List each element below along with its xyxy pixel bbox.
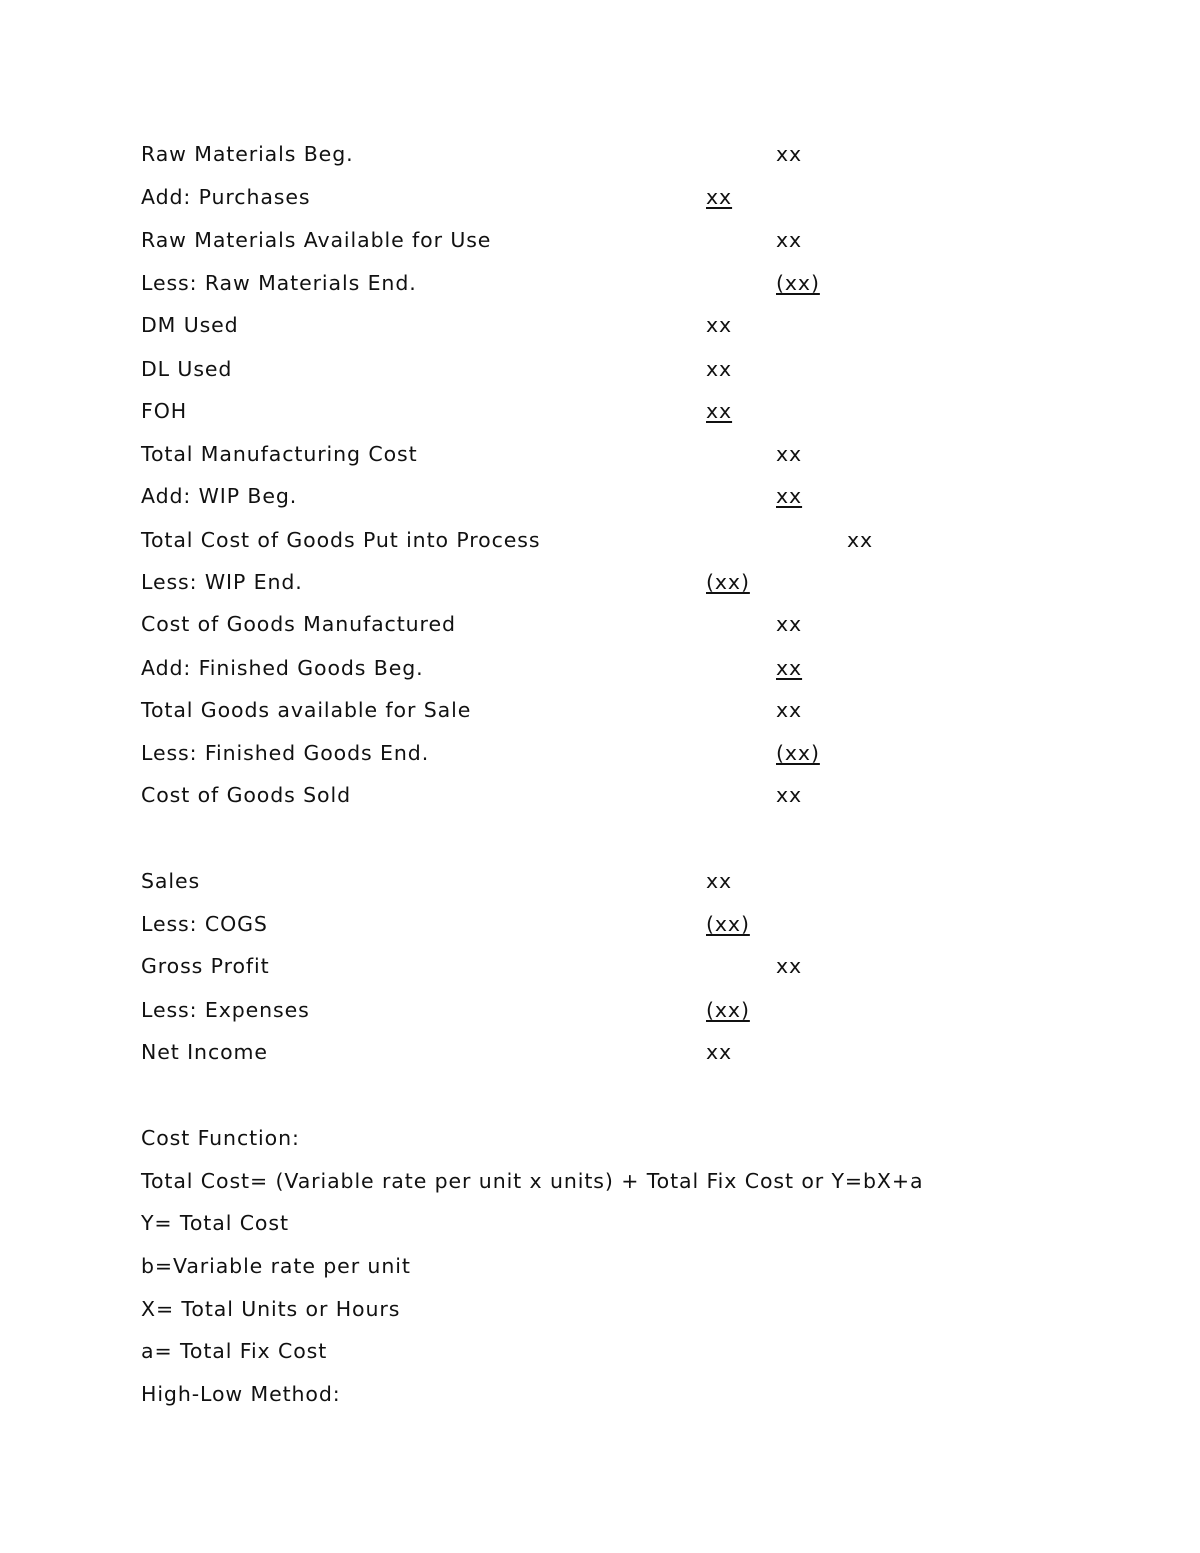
- schedule-row: [141, 738, 1101, 768]
- line-label: FOH: [141, 399, 188, 423]
- line-amount: xx: [847, 528, 874, 552]
- line-amount: (xx): [776, 741, 820, 765]
- line-amount: (xx): [706, 912, 750, 936]
- b-definition: b=Variable rate per unit: [141, 1254, 411, 1278]
- schedule-row: [141, 439, 1101, 469]
- income-row: [141, 995, 1101, 1025]
- schedule-row: [141, 396, 1101, 426]
- line-label: Sales: [141, 869, 201, 893]
- line-amount: xx: [776, 698, 803, 722]
- income-row: [141, 866, 1101, 896]
- line-amount: xx: [776, 484, 803, 508]
- line-label: DM Used: [141, 313, 239, 337]
- schedule-row: [141, 695, 1101, 725]
- line-amount: xx: [776, 228, 803, 252]
- schedule-row: [141, 310, 1101, 340]
- schedule-row: [141, 354, 1101, 384]
- schedule-row: [141, 481, 1101, 511]
- schedule-row: [141, 225, 1101, 255]
- line-label: Less: Raw Materials End.: [141, 271, 417, 295]
- line-amount: xx: [706, 357, 733, 381]
- line-label: Less: COGS: [141, 912, 268, 936]
- schedule-row: [141, 780, 1101, 810]
- line-amount: xx: [706, 399, 733, 423]
- schedule-row: [141, 139, 1101, 169]
- income-row: [141, 951, 1101, 981]
- cost-function-heading: Cost Function:: [141, 1126, 300, 1150]
- income-row: [141, 909, 1101, 939]
- line-amount: (xx): [706, 998, 750, 1022]
- line-amount: xx: [776, 142, 803, 166]
- y-definition: Y= Total Cost: [141, 1211, 289, 1235]
- cost-function-formula: Total Cost= (Variable rate per unit x units) + Total Fix Cost or Y=bX+a: [141, 1169, 924, 1193]
- high-low-heading: High-Low Method:: [141, 1382, 341, 1406]
- line-label: Total Manufacturing Cost: [141, 442, 418, 466]
- line-amount: (xx): [706, 570, 750, 594]
- income-row: [141, 1037, 1101, 1067]
- schedule-row: [141, 268, 1101, 298]
- schedule-row: [141, 653, 1101, 683]
- line-amount: xx: [706, 869, 733, 893]
- line-amount: xx: [776, 442, 803, 466]
- line-amount: (xx): [776, 271, 820, 295]
- line-label: Total Goods available for Sale: [141, 698, 472, 722]
- a-definition: a= Total Fix Cost: [141, 1339, 328, 1363]
- line-amount: xx: [706, 313, 733, 337]
- line-label: Add: Finished Goods Beg.: [141, 656, 424, 680]
- schedule-row: [141, 182, 1101, 212]
- line-label: Cost of Goods Manufactured: [141, 612, 456, 636]
- schedule-row: [141, 525, 1101, 555]
- line-label: Raw Materials Available for Use: [141, 228, 492, 252]
- line-label: Less: Expenses: [141, 998, 310, 1022]
- schedule-row: [141, 567, 1101, 597]
- line-amount: xx: [706, 1040, 733, 1064]
- line-amount: xx: [776, 783, 803, 807]
- line-label: Add: WIP Beg.: [141, 484, 298, 508]
- line-amount: xx: [706, 185, 733, 209]
- line-label: Total Cost of Goods Put into Process: [141, 528, 541, 552]
- line-amount: xx: [776, 656, 803, 680]
- line-amount: xx: [776, 954, 803, 978]
- line-label: Cost of Goods Sold: [141, 783, 352, 807]
- x-definition: X= Total Units or Hours: [141, 1297, 401, 1321]
- line-label: Less: Finished Goods End.: [141, 741, 430, 765]
- line-label: Raw Materials Beg.: [141, 142, 354, 166]
- line-label: Gross Profit: [141, 954, 270, 978]
- line-amount: xx: [776, 612, 803, 636]
- line-label: Net Income: [141, 1040, 268, 1064]
- line-label: Add: Purchases: [141, 185, 311, 209]
- schedule-row: [141, 609, 1101, 639]
- line-label: Less: WIP End.: [141, 570, 303, 594]
- line-label: DL Used: [141, 357, 233, 381]
